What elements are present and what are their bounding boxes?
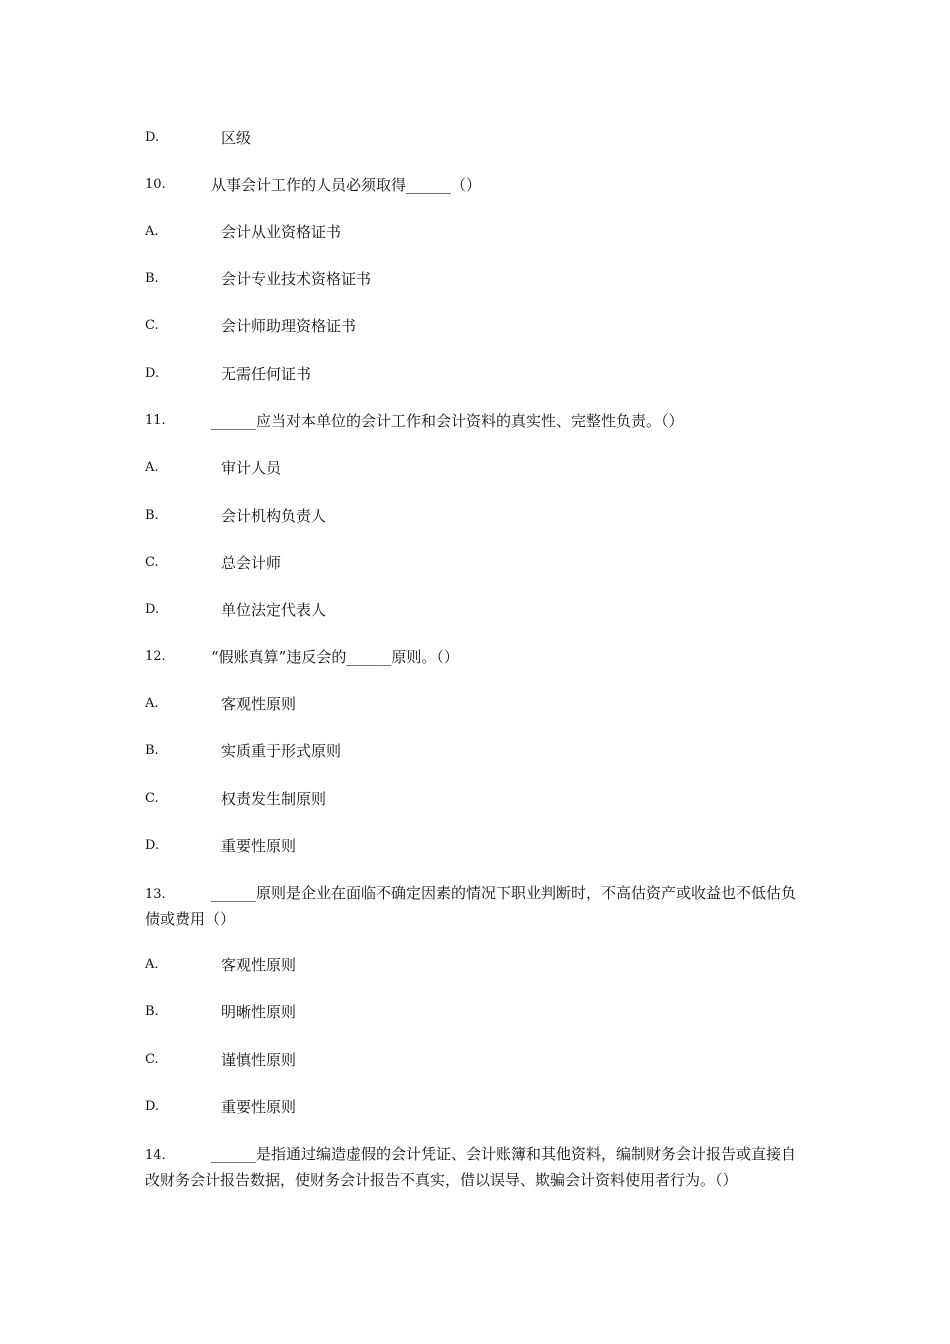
question-number: 11. [145, 413, 166, 428]
option-text: 客观性原则 [221, 695, 297, 713]
option-label: A. [145, 460, 159, 475]
option-label: A. [145, 224, 159, 239]
option-text: 重要性原则 [221, 1098, 297, 1116]
option-label: C. [145, 318, 159, 333]
question-13 [145, 881, 805, 931]
option-label: D. [145, 130, 160, 145]
option-label: D. [145, 366, 160, 381]
option-label: B. [145, 271, 159, 286]
question-text: ______是指通过编造虚假的会计凭证、会计账簿和其他资料，编制财务会计报告或直接自改财务会计报告数据，使财务会计报告不真实，借以误导、欺骗会计资料使用者行为。（） [145, 1145, 797, 1189]
option-label: B. [145, 508, 159, 523]
option-text: 单位法定代表人 [221, 601, 327, 619]
question-number: 10. [145, 177, 166, 192]
question-14 [145, 1142, 805, 1192]
option-text: 审计人员 [221, 459, 282, 477]
option-text: 无需任何证书 [221, 365, 312, 383]
option-label: C. [145, 1052, 159, 1067]
option-label: D. [145, 838, 160, 853]
option-text: 谨慎性原则 [221, 1051, 297, 1069]
option-label: B. [145, 1004, 159, 1019]
option-label: D. [145, 1099, 160, 1114]
option-text: 权责发生制原则 [221, 790, 327, 808]
question-number: 13. [145, 887, 166, 902]
option-text: 区级 [221, 129, 252, 147]
option-text: 会计师助理资格证书 [221, 317, 357, 335]
option-text: 会计专业技术资格证书 [221, 270, 372, 288]
option-label: D. [145, 602, 160, 617]
question-text: ______应当对本单位的会计工作和会计资料的真实性、完整性负责。（） [211, 412, 684, 430]
question-number: 14. [145, 1148, 166, 1163]
option-label: C. [145, 555, 159, 570]
option-text: 客观性原则 [221, 956, 297, 974]
option-label: A. [145, 957, 159, 972]
option-text: 总会计师 [221, 554, 282, 572]
option-text: 明晰性原则 [221, 1003, 297, 1021]
question-text: “假账真算”违反会的______原则。（） [211, 648, 459, 666]
option-label: A. [145, 696, 159, 711]
question-text: 从事会计工作的人员必须取得______（） [211, 176, 482, 194]
option-text: 会计从业资格证书 [221, 223, 342, 241]
option-text: 重要性原则 [221, 837, 297, 855]
option-text: 实质重于形式原则 [221, 742, 342, 760]
question-number: 12. [145, 649, 166, 664]
option-text: 会计机构负责人 [221, 507, 327, 525]
option-label: C. [145, 791, 159, 806]
option-label: B. [145, 743, 159, 758]
question-text: ______原则是企业在面临不确定因素的情况下职业判断时，不高估资产或收益也不低估负债或费用（） [145, 884, 797, 928]
